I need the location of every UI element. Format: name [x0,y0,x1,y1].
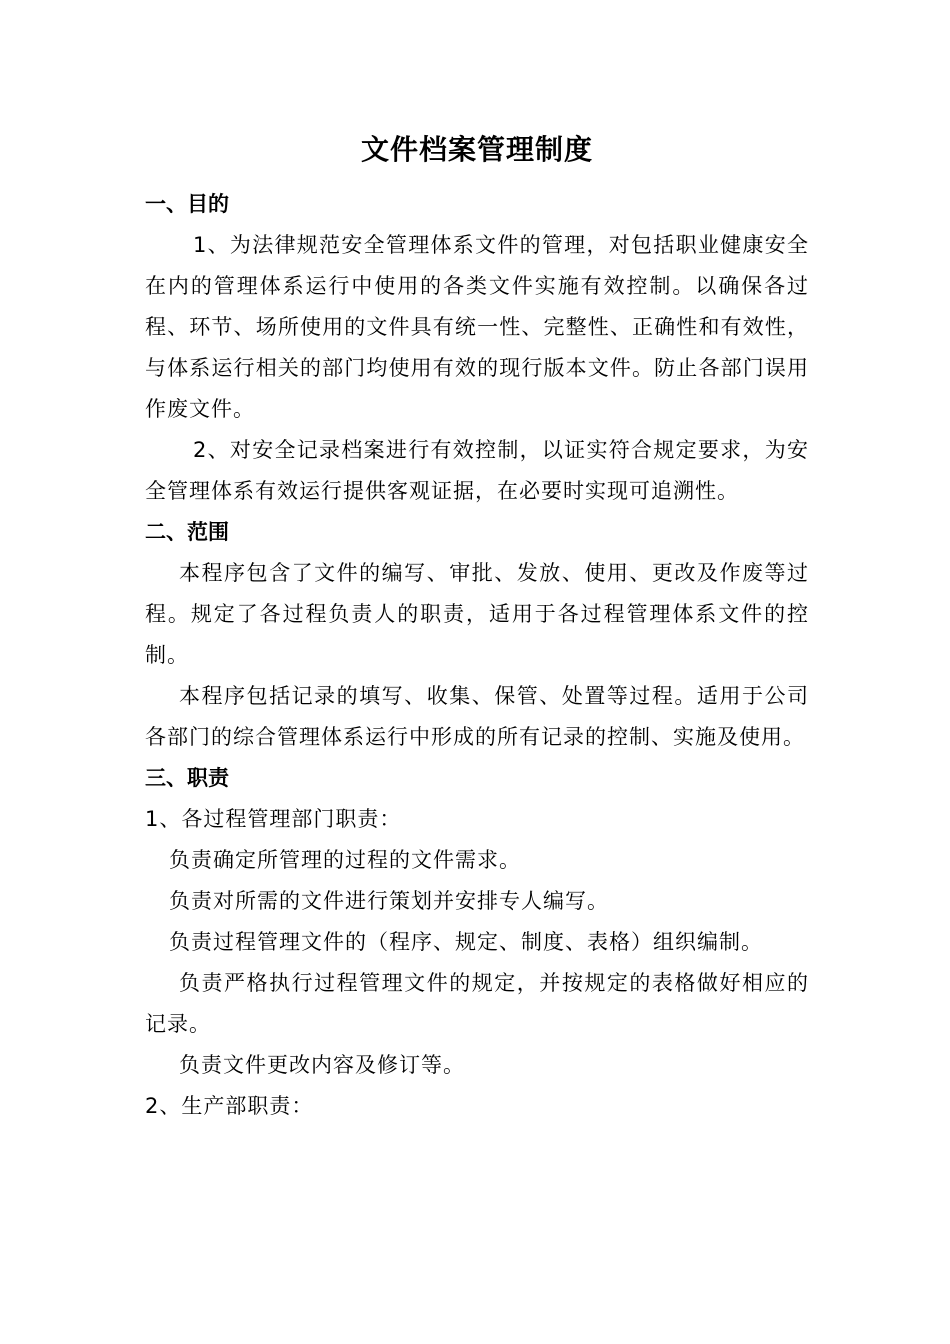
document-page [145,128,809,1127]
responsibility-item: 负责严格执行过程管理文件的规定，并按规定的表格做好相应的记录。 [145,971,809,1036]
purpose-paragraph-2: 2、对安全记录档案进行有效控制，以证实符合规定要求，为安全管理体系有效运行提供客观证据，在必要时实现可追溯性。 [145,438,809,503]
purpose-paragraph-1: 1、为法律规范安全管理体系文件的管理，对包括职业健康安全在内的管理体系运行中使用的各类文件实施有效控制。以确保各过程、环节、场所使用的文件具有统一性、完整性、正确性和有效性，与体系运行相关的部门均使用有效的现行版本文件。防止各部门误用作废文件。 [145,233,809,421]
scope-paragraph-2: 本程序包括记录的填写、收集、保管、处置等过程。适用于公司各部门的综合管理体系运行中形成的所有记录的控制、实施及使用。 [145,684,809,749]
responsibility-item: 负责过程管理文件的（程序、规定、制度、表格）组织编制。 [169,930,763,954]
section-purpose [145,184,809,512]
section-heading-scope: 二、范围 [145,520,229,544]
section-heading-purpose: 一、目的 [145,192,229,216]
section-scope [145,512,809,758]
responsibility-subheading-production: 2、生产部职责： [145,1094,314,1118]
responsibility-subheading-departments: 1、各过程管理部门职责： [145,807,402,831]
section-heading-responsibilities: 三、职责 [145,766,229,790]
section-responsibilities [145,758,809,1127]
responsibility-item: 负责文件更改内容及修订等。 [179,1053,465,1077]
scope-paragraph-1: 本程序包含了文件的编写、审批、发放、使用、更改及作废等过程。规定了各过程负责人的职责，适用于各过程管理体系文件的控制。 [145,561,809,667]
responsibility-item: 负责确定所管理的过程的文件需求。 [169,848,521,872]
document-title: 文件档案管理制度 [360,133,593,166]
responsibility-item: 负责对所需的文件进行策划并安排专人编写。 [169,889,609,913]
